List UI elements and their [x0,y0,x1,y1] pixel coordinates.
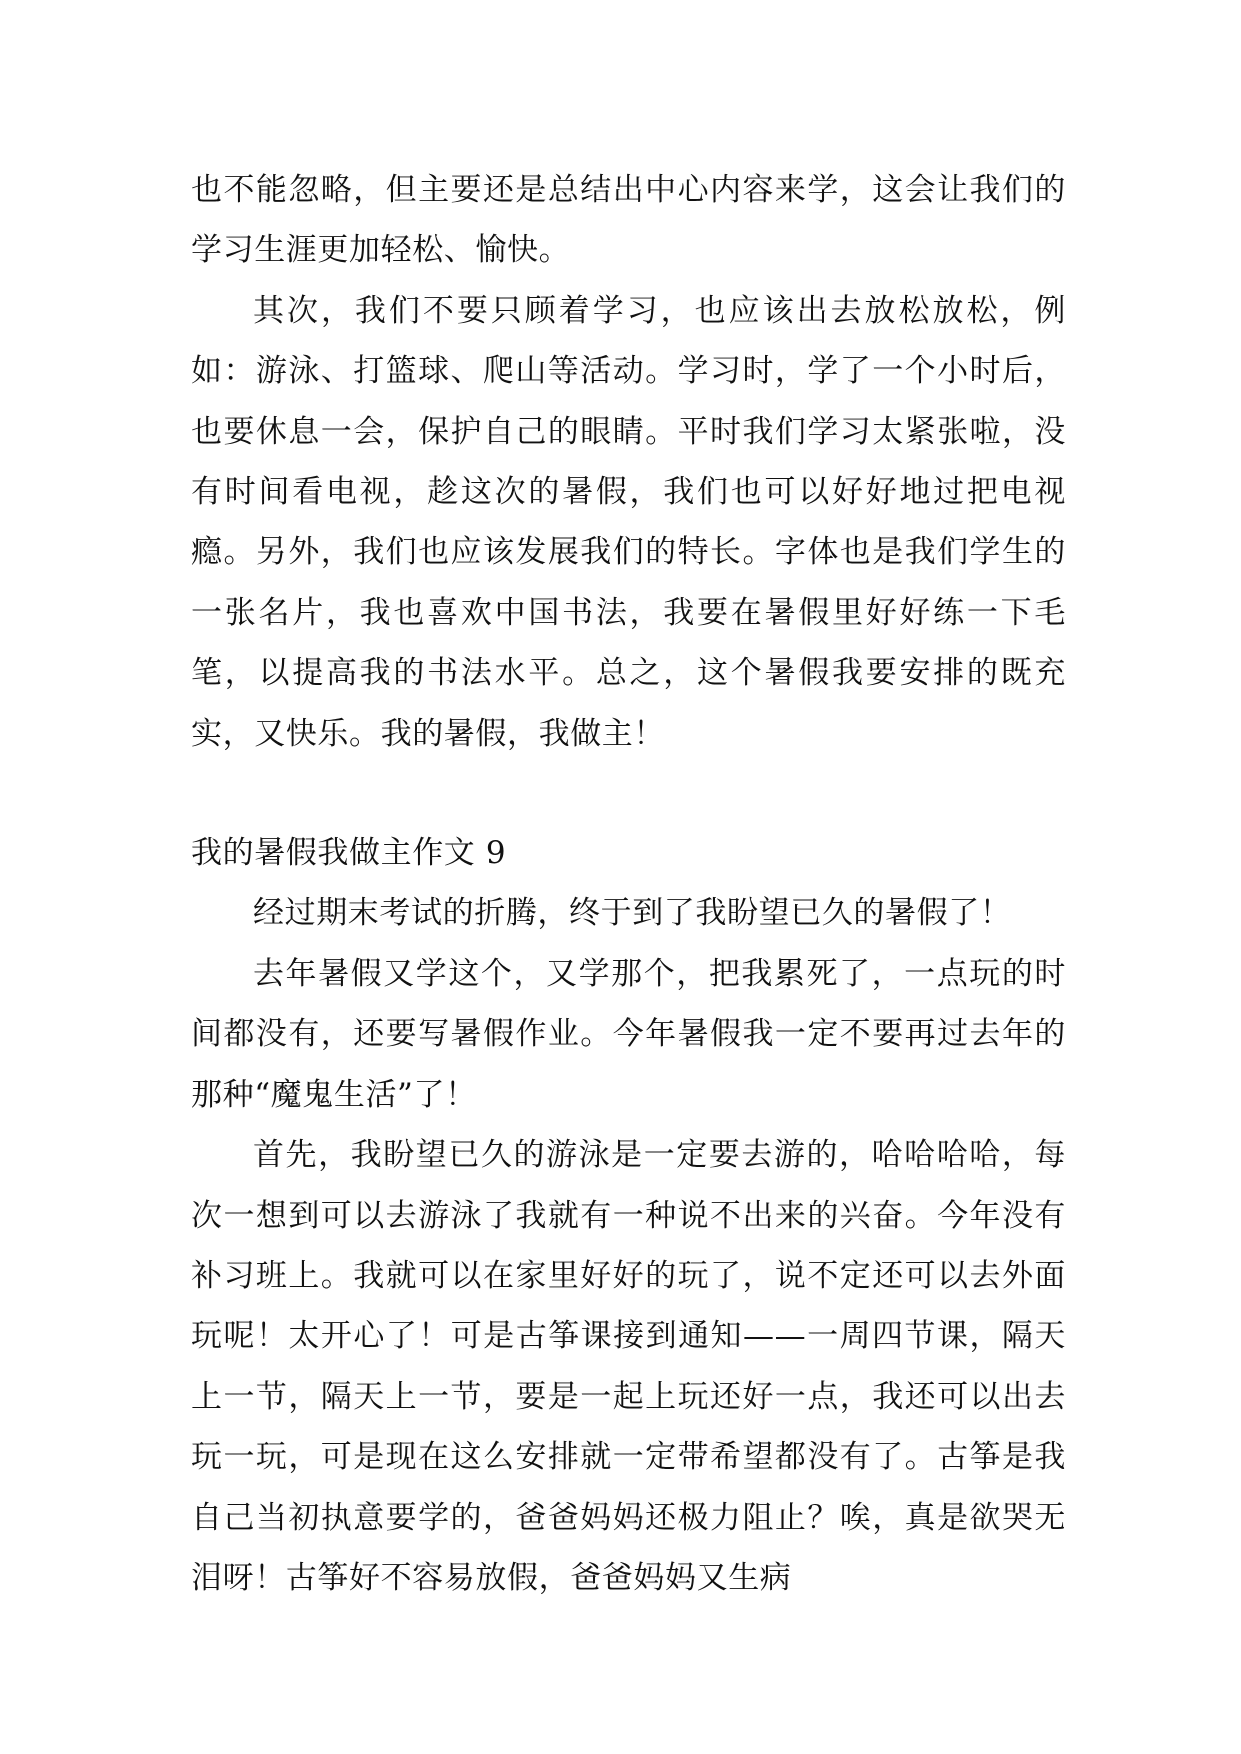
paragraph-4: 去年暑假又学这个，又学那个，把我累死了，一点玩的时间都没有，还要写暑假作业。今年暑假我一定不要再过去年的那种“魔鬼生活”了！ [191,955,1066,1113]
paragraph-5: 首先，我盼望已久的游泳是一定要去游的，哈哈哈哈，每次一想到可以去游泳了我就有一种说不出来的兴奋。今年没有补习班上。我就可以在家里好好的玩了，说不定还可以去外面玩呢！太开心了！可是古筝课接到通知——一周四节课，隔天上一节，隔天上一节，要是一起上玩还好一点，我还可以出去玩一玩，可是现在这么安排就一定带希望都没有了。古筝是我自己当初执意要学的，爸爸妈妈还极力阻止？唉，真是欲哭无泪呀！古筝好不容易放假，爸爸妈妈又生病 [191,1137,1066,1596]
paragraph-1: 也不能忽略，但主要还是总结出中心内容来学，这会让我们的学习生涯更加轻松、愉快。 [191,172,1066,269]
section-title: 我的暑假我做主作文 9 [191,835,507,872]
section-gap [191,764,1066,823]
document-body [191,160,1066,1608]
paragraph-2: 其次，我们不要只顾着学习，也应该出去放松放松，例如：游泳、打篮球、爬山等活动。学习时，学了一个小时后，也要休息一会，保护自己的眼睛。平时我们学习太紧张啦，没有时间看电视，趁这次的暑假，我们也可以好好地过把电视瘾。另外，我们也应该发展我们的特长。字体也是我们学生的一张名片，我也喜欢中国书法，我要在暑假里好好练一下毛笔，以提高我的书法水平。总之，这个暑假我要安排的既充实，又快乐。我的暑假，我做主！ [191,292,1066,752]
paragraph-3: 经过期末考试的折腾，终于到了我盼望已久的暑假了！ [253,895,1012,932]
